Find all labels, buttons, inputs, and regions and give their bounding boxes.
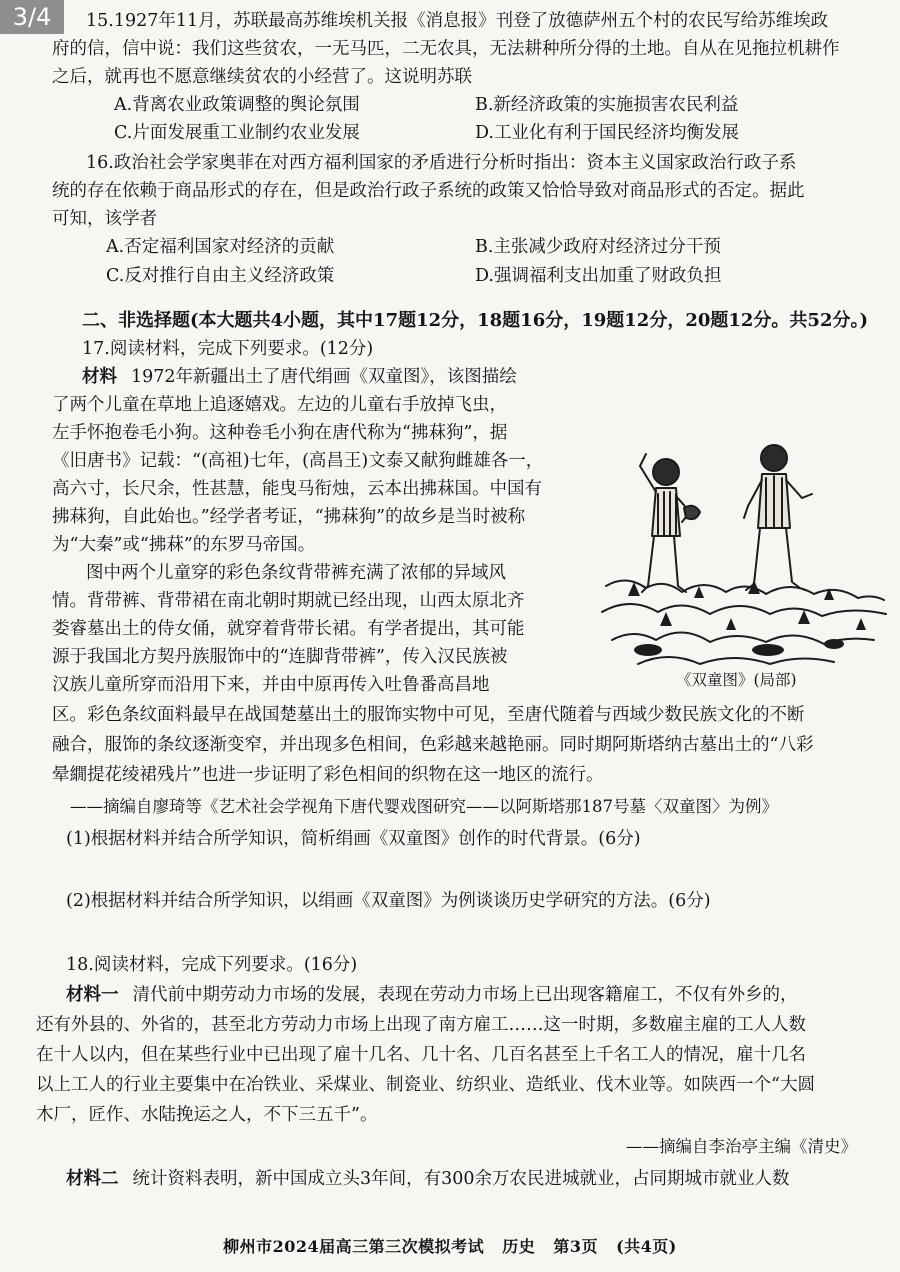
q17-source-citation: ——摘编自廖琦等《艺术社会学视角下唐代婴戏图研究——以阿斯塔那187号墓〈双童图〉为例》	[70, 797, 778, 816]
q17-material-line-3: 左手怀抱卷毛小狗。这种卷毛小狗在唐代称为“拂菻狗”，据	[52, 423, 508, 443]
q18-material2-label: 材料二	[66, 1169, 119, 1189]
q17-subquestion-2: (2)根据材料并结合所学知识，以绢画《双童图》为例谈谈历史学研究的方法。(6分)	[66, 891, 711, 911]
q17-para2-line-1: 图中两个儿童穿的彩色条纹背带裤充满了浓郁的异域风	[86, 563, 506, 583]
q17-para2-line-5: 汉族儿童所穿而沿用下来，并由中原再传入吐鲁番高昌地	[52, 675, 490, 695]
footer-exam-name: 柳州市2024届高三第三次模拟考试	[223, 1237, 485, 1256]
q16-option-b: B.主张减少政府对经济过分干预	[475, 237, 721, 257]
q16-stem-line-1: 16.政治社会学家奥菲在对西方福利国家的矛盾进行分析时指出：资本主义国家政治行政子系	[86, 153, 797, 173]
q17-para2-line-7: 融合，服饰的条纹逐渐变窄，并出现多色相间，色彩越来越艳丽。同时期阿斯塔纳古墓出土的“八彩	[52, 735, 814, 755]
q17-material-label: 材料	[82, 367, 117, 387]
q18-material1-line-1: 材料一 清代前中期劳动力市场的发展，表现在劳动力市场上已出现客籍雇工，不仅有外乡的，	[66, 985, 798, 1005]
q17-heading: 17.阅读材料，完成下列要求。(12分)	[82, 339, 374, 359]
q17-material-line-1: 材料 1972年新疆出土了唐代绢画《双童图》，该图描绘	[82, 367, 517, 387]
q15-option-c: C.片面发展重工业制约农业发展	[114, 123, 360, 143]
twin-children-painting-figure	[598, 436, 890, 668]
q15-option-b: B.新经济政策的实施损害农民利益	[475, 95, 739, 115]
q16-stem-line-2: 统的存在依赖于商品形式的存在，但是政治行政子系统的政策又恰恰导致对商品形式的否定。据此	[52, 181, 805, 201]
footer-subject: 历史	[502, 1237, 536, 1256]
page-indicator-badge: 3/4	[0, 0, 64, 34]
q18-material2-line-1: 材料二 统计资料表明，新中国成立头3年间，有300余万农民进城就业，占同期城市就业人数	[66, 1169, 790, 1189]
q16-option-c: C.反对推行自由主义经济政策	[106, 266, 335, 286]
q15-stem-line-1: 15.1927年11月，苏联最高苏维埃机关报《消息报》刊登了放德萨州五个村的农民写给苏维埃政	[86, 11, 829, 31]
q17-material-line-2: 了两个儿童在草地上追逐嬉戏。左边的儿童右手放掉飞虫，	[52, 395, 507, 415]
q17-para2-line-6: 区。彩色条纹面料最早在战国楚墓出土的服饰实物中可见，至唐代随着与西域少数民族文化的不断	[52, 705, 805, 725]
q17-material-line-4: 《旧唐书》记载：“(高祖)七年，(高昌王)文泰又献狗雌雄各一，	[52, 451, 544, 471]
page-footer	[0, 1234, 900, 1257]
q17-material-line-6: 拂菻狗，自此始也。”经学者考证，“拂菻狗”的故乡是当时被称	[52, 507, 526, 527]
q15-stem-line-2: 府的信，信中说：我们这些贫农，一无马匹，二无农具，无法耕种所分得的土地。自从在见拖拉机耕作	[52, 39, 840, 59]
q17-para2-line-4: 源于我国北方契丹族服饰中的“连脚背带裤”，传入汉民族被	[52, 647, 508, 667]
q18-heading: 18.阅读材料，完成下列要求。(16分)	[66, 955, 358, 975]
q15-stem-line-3: 之后，就再也不愿意继续贫农的小经营了。这说明苏联	[52, 67, 472, 87]
footer-page-number: 第3页	[553, 1237, 598, 1256]
q17-para2-line-2: 情。背带裤、背带裙在南北朝时期就已经出现，山西太原北齐	[52, 591, 525, 611]
figure-caption: 《双童图》(局部)	[676, 671, 797, 689]
q18-material1-line-2: 还有外县的、外省的，甚至北方劳动力市场上出现了南方雇工……这一时期，多数雇主雇的工人人数	[36, 1015, 806, 1035]
q17-material-line-7: 为“大秦”或“拂菻”的东罗马帝国。	[52, 535, 316, 555]
q18-material1-line-4: 以上工人的行业主要集中在冶铁业、采煤业、制瓷业、纺织业、造纸业、伐木业等。如陕西一个“大圆	[36, 1075, 815, 1095]
q18-material1-line-3: 在十人以内，但在某些行业中已出现了雇十几名、几十名、几百名甚至上千名工人的情况，雇十几名	[36, 1045, 806, 1065]
q16-option-a: A.否定福利国家对经济的贡献	[106, 237, 335, 257]
q15-option-d: D.工业化有利于国民经济均衡发展	[475, 123, 739, 143]
q15-option-a: A.背离农业政策调整的舆论氛围	[114, 95, 360, 115]
section-two-heading: 二、非选择题(本大题共4小题，其中17题12分，18题16分，19题12分，20题12分。共52分。)	[82, 310, 868, 331]
q16-stem-line-3: 可知，该学者	[52, 209, 157, 229]
q18-material1-line-5: 木厂，匠作、水陆挽运之人，不下三五千”。	[36, 1105, 378, 1125]
q18-material1-label: 材料一	[66, 985, 119, 1005]
q17-para2-line-3: 娄睿墓出土的侍女俑，就穿着背带长裙。有学者提出，其可能	[52, 619, 525, 639]
q18-material1-source: ——摘编自李治亭主编《清史》	[626, 1137, 857, 1156]
q17-material-line-5: 高六寸，长尺余，性甚慧，能曳马衔烛，云本出拂菻国。中国有	[52, 479, 542, 499]
q16-option-d: D.强调福利支出加重了财政负担	[475, 266, 722, 286]
q17-subquestion-1: (1)根据材料并结合所学知识，简析绢画《双童图》创作的时代背景。(6分)	[66, 829, 641, 849]
footer-total-pages: (共4页)	[616, 1237, 677, 1256]
q17-para2-line-8: 晕繝提花绫裙残片”也进一步证明了彩色相间的织物在这一地区的流行。	[52, 765, 604, 785]
